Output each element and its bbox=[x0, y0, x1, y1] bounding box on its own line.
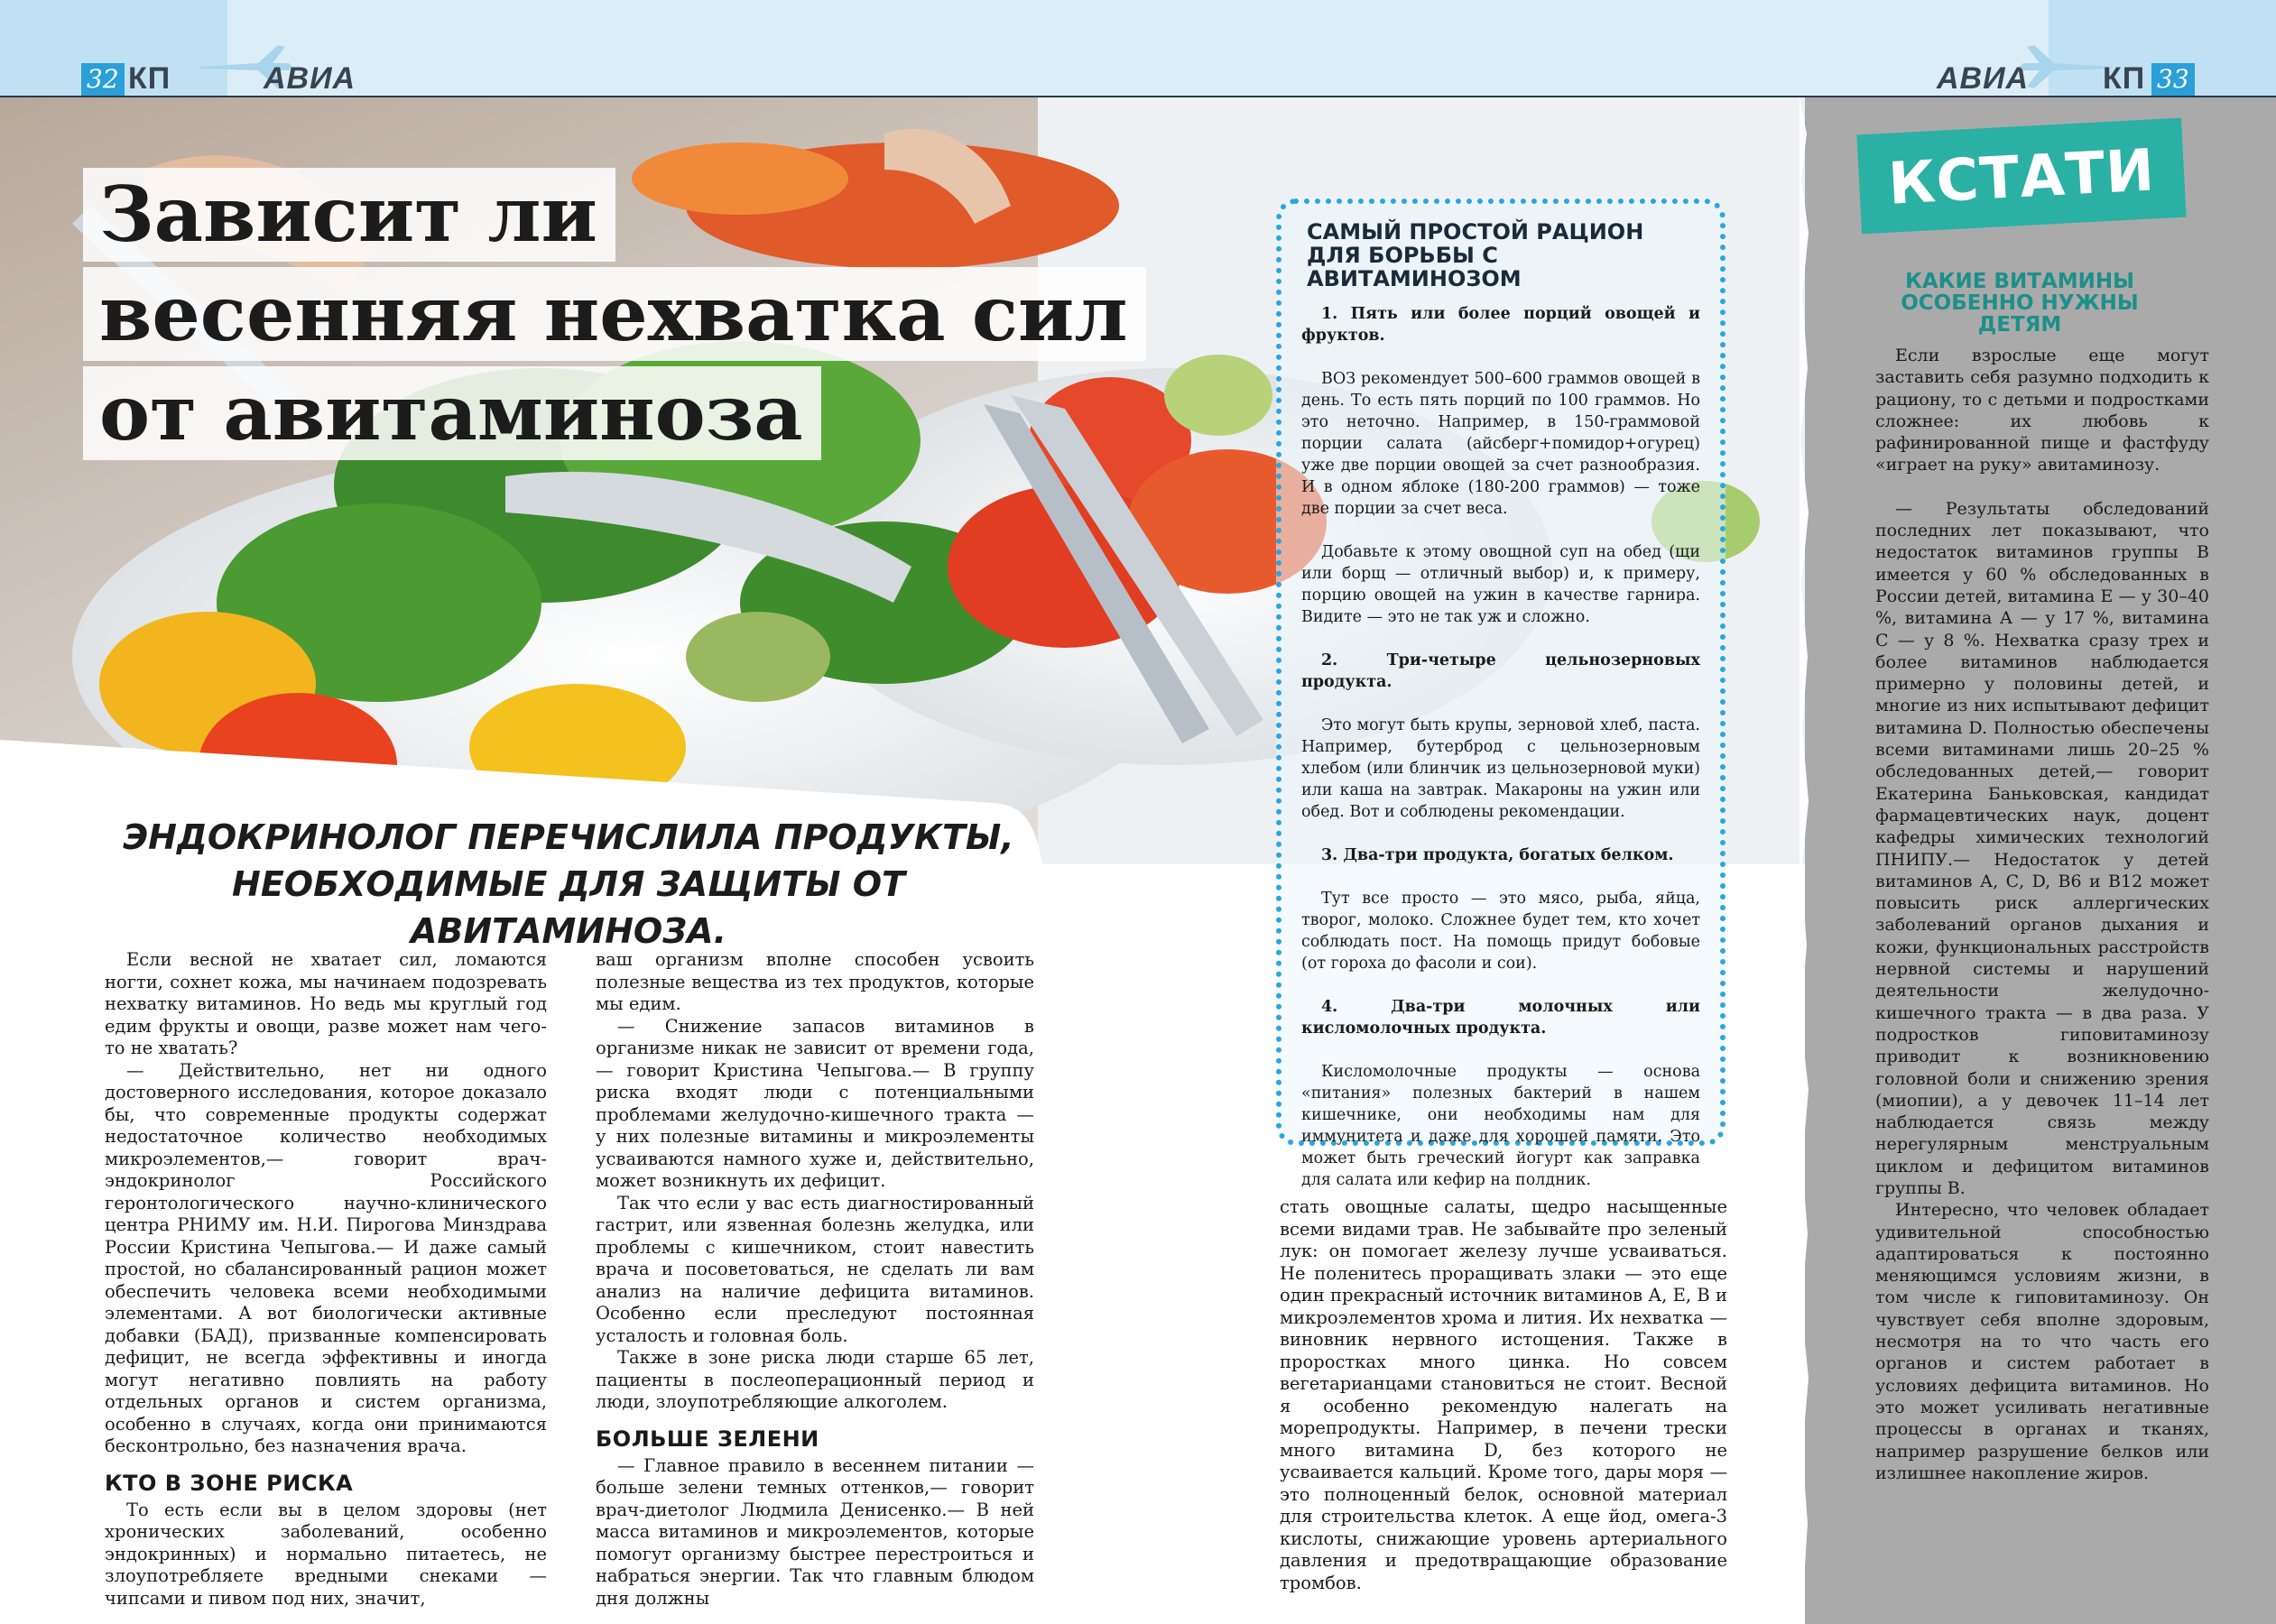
infobox-title: САМЫЙ ПРОСТОЙ РАЦИОН ДЛЯ БОРЬБЫ С АВИТАМИНОЗОМ bbox=[1307, 219, 1644, 291]
page-number-right: 33 bbox=[2151, 63, 2195, 96]
brand-kp-right: КП bbox=[2103, 61, 2146, 96]
paragraph: — Снижение запасов витаминов в организме никак не зависит от времени года,— говорит Кристина Чепыгова.— В группу риска входят люди с потенциальными проблемами желудочно-кишечного тракта — у них полезные витамины и микроэлементы усваиваются намного хуже и, действительно, может возникнуть их дефицит. bbox=[596, 1015, 1034, 1191]
infobox-paragraph: Тут все просто — это мясо, рыба, яйца, творог, молоко. Сложнее будет тем, кто хочет соблюдать пост. На помощь придут бобовые (от гороха до фасоли и сои). bbox=[1301, 890, 1700, 973]
section-heading: КТО В ЗОНЕ РИСКА bbox=[105, 1470, 354, 1496]
article-column-3 bbox=[1280, 1196, 1727, 1594]
page-number-left: 32 bbox=[81, 63, 125, 96]
kstati-badge bbox=[1859, 126, 2184, 226]
diet-infobox bbox=[1276, 198, 1726, 1189]
paragraph: Если взрослые еще могут заставить себя разумно подходить к рациону, то с детьми и подростками сложнее: их любовь к рафинированной пище и фастфуду «играет на руку» авитаминозу. bbox=[1875, 346, 2209, 475]
article-column-2 bbox=[596, 949, 1034, 1610]
paragraph: стать овощные салаты, щедро насыщенные всеми видами трав. Не забывайте про зеленый лук: он помогает железу лучше усваиваться. Не поленитесь проращивать злаки — это еще один прекрасный источник витаминов А, Е, В и микроэлементов хрома и лития. Их нехватка — виновник нервного истощения. Также в проростках много цинка. Но совсем вегетарианцами становиться не стоит. Весной я особенно рекомендую налегать на морепродукты. Например, в печени трески много витамина D, без которого не усваивается кальций. Кроме того, дары моря — это полноценный белок, основной материал для строительства клеток. А еще йод, омега-3 кислоты, снижающие уровень артериального давления и предотвращающие образование тромбов. bbox=[1280, 1196, 1727, 1593]
paragraph: То есть если вы в целом здоровы (нет хронических заболеваний, особенно эндокринных) и нормально питаетесь, не злоупотребляете вредными снеками — чипсами и пивом под них, значит, bbox=[105, 1499, 547, 1609]
infobox-heading: 1. Пять или более порций овощей и фруктов. bbox=[1301, 305, 1700, 345]
infobox-paragraph: Кисломолочные продукты — основа «питания» полезных бактерий в нашем кишечнике, они необходимы нам для иммунитета и даже для хорошей памяти. Это может быть греческий йогурт как заправка для салата или кефир на полдник. bbox=[1301, 1063, 1700, 1189]
infobox-paragraph: Добавьте к этому овощной суп на обед (щи или борщ — отличный выбор) и, к примеру, порцию овощей на ужин в качестве гарнира. Видите — это не так уж и сложно. bbox=[1301, 543, 1700, 626]
kstati-label: КСТАТИ bbox=[1886, 137, 2157, 218]
paragraph: — Главное правило в весеннем питании — больше зелени темных оттенков,— говорит врач-диетолог Людмила Денисенко.— В ней масса витаминов и микроэлементов, которые помогут организму быстрее перестроиться и набраться энергии. Так что главным блюдом дня должны bbox=[596, 1454, 1034, 1609]
subtitle-line-2: НЕОБХОДИМЫЕ ДЛЯ ЗАЩИТЫ ОТ АВИТАМИНОЗА. bbox=[232, 864, 905, 951]
paragraph: — Результаты обследований последних лет показывают, что недостаток витаминов группы В имеется у 60 % обследованных в России детей, витамина Е — у 30–40 %, витамина А — у 17 %, витамина С — у 8 %. Нехватка сразу трех и более витаминов наблюдается примерно у половины детей, и многие из них испытывают дефицит витамина D. Полностью обеспечены всеми витаминами лишь 20–25 % обследованных детей,— говорит Екатерина Баньковская, кандидат фармацевтических наук, доцент кафедры химических технологий ПНИПУ.— Недостаток у детей витаминов А, С, D, В6 и В12 может повысить риск аллергических заболеваний органов дыхания и кожи, функциональных расстройств нервной системы и нарушений деятельности желудочно-кишечного тракта — в два раза. У подростков гиповитаминозу приводит к возникновению головной боли и снижению зрения (миопии), а у девочек 11–14 лет наблюдается связь между нерегулярным менструальным циклом и дефицитом витаминов группы В. bbox=[1875, 498, 2209, 1198]
section-heading: БОЛЬШЕ ЗЕЛЕНИ bbox=[596, 1426, 819, 1452]
torn-edge bbox=[1800, 97, 1812, 1624]
infobox-heading: 2. Три-четыре цельнозерновых продукта. bbox=[1301, 651, 1700, 691]
headline-line-3: от авитаминоза bbox=[83, 366, 821, 460]
paragraph: Интересно, что человек обладает удивительной способностью адаптироваться к постоянно меняющимся условиям жизни, в том числе к гиповитаминозу. Он чувствует себя вполне здоровым, несмотря на то что часть его органов и систем работает в условиях дефицита витаминов. Но это может усиливать негативные процессы в органах и тканях, например разрушение белков или излишнее накопление жиров. bbox=[1875, 1200, 2209, 1483]
brand-avia-right: АВИА bbox=[1937, 61, 2030, 96]
paragraph: Если весной не хватает сил, ломаются ногти, сохнет кожа, мы начинаем подозревать нехватку витаминов. Но ведь мы круглый год едим фрукты и овощи, разве может нам чего-то не хватать? bbox=[105, 949, 547, 1058]
infobox-heading: 4. Два-три молочных или кисломолочных продукта. bbox=[1301, 998, 1700, 1038]
paragraph: Так что если у вас есть диагностированный гастрит, или язвенная болезнь желудка, или проблемы с кишечником, стоит навестить врача и посоветоваться, не сделать ли вам анализ на наличие дефицита витаминов. Особенно если преследуют постоянная усталость и головная боль. bbox=[596, 1192, 1034, 1346]
sidebar-title: КАКИЕ ВИТАМИНЫ ОСОБЕННО НУЖНЫ ДЕТЯМ bbox=[1901, 270, 2139, 337]
subtitle-line-1: ЭНДОКРИНОЛОГ ПЕРЕЧИСЛИЛА ПРОДУКТЫ, bbox=[123, 817, 1014, 857]
brand-avia-left: АВИА bbox=[264, 61, 356, 96]
paragraph: Также в зоне риска люди старше 65 лет, пациенты в послеоперационный период и люди, злоупотребляющие алкоголем. bbox=[596, 1347, 1034, 1412]
paragraph: — Действительно, нет ни одного достоверного исследования, которое доказало бы, что современные продукты содержат недостаточное количество необходимых микроэлементов,— говорит врач-эндокринолог Российского геронтологического научно-клинического центра РНИМУ им. Н.И. Пирогова Минздрава России Кристина Чепыгова.— И даже самый простой, но сбалансированный рацион может обеспечить человека всеми необходимыми элементами. А вот биологически активные добавки (БАД), призванные компенсировать дефицит, не всегда эффективны и иногда могут негативно повлиять на работу отдельных органов и систем организма, особенно в случаях, когда они принимаются бесконтрольно, без назначения врача. bbox=[105, 1059, 547, 1456]
paragraph: ваш организм вполне способен усвоить полезные вещества из тех продуктов, которые мы едим. bbox=[596, 949, 1034, 1014]
subtitle bbox=[90, 814, 1047, 955]
sidebar-text bbox=[1875, 345, 2209, 1484]
infobox-paragraph: Это могут быть крупы, зерновой хлеб, паста. Например, бутерброд с цельнозерновым хлебом (или блинчик из цельнозерновой муки) или каша на завтрак. Макароны на ужин или обед. Вот и соблюдены рекомендации. bbox=[1301, 716, 1700, 821]
infobox-paragraph: ВОЗ рекомендует 500–600 граммов овощей в день. То есть пять порций по 100 граммов. Но это неточно. Например, в 150-граммовой порции салата (айсберг+помидор+огурец) уже две порции овощей за счет разнообразия. И в одном яблоке (180-200 граммов) — тоже две порции за счет веса. bbox=[1301, 370, 1700, 518]
headline-line-2: весенняя нехватка сил bbox=[83, 267, 1146, 361]
article-column-1 bbox=[105, 949, 547, 1610]
infobox-heading: 3. Два-три продукта, богатых белком. bbox=[1321, 846, 1674, 864]
brand-kp-left: КП bbox=[128, 61, 171, 96]
headline-line-1: Зависит ли bbox=[83, 168, 615, 262]
